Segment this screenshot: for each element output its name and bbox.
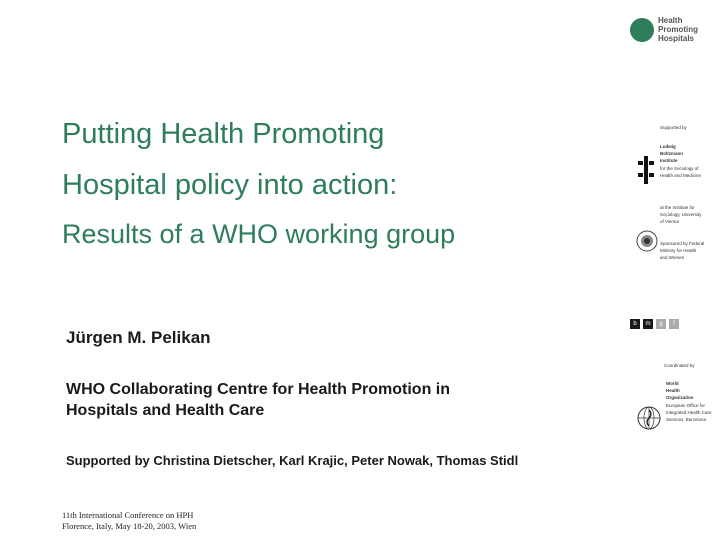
conference-line-2: Florence, Italy, May 18-20, 2003, Wien: [62, 521, 197, 532]
bmgf-f: f: [669, 319, 679, 329]
lbi-line-5: Health and Medicine: [660, 172, 702, 178]
bmgf-logo: [630, 319, 679, 329]
lbi-logo-icon: [638, 156, 656, 189]
ministry-line-1: Sponsored by Federal: [660, 241, 705, 246]
logo-line-1: Health: [658, 16, 683, 25]
hph-logo: [630, 18, 654, 47]
lbi-line-2: Boltzmann: [660, 151, 683, 157]
affiliation-line-2: Hospitals and Health Care: [66, 401, 265, 419]
ministry-text: [660, 240, 704, 262]
who-line-2: Health: [666, 388, 680, 394]
subtitle: Results of a WHO working group: [62, 219, 456, 249]
ministry-line-2: Ministry for Health: [660, 248, 697, 254]
supported-by-text: Supported by Christina Dietscher, Karl Krajic, Peter Nowak, Thomas Stidl: [66, 453, 519, 468]
lbi-line-1: Ludwig: [660, 144, 676, 149]
logo-line-3: Hospitals: [658, 33, 695, 43]
bmgf-b: b: [630, 319, 640, 329]
who-text: [666, 380, 712, 423]
who-line-5: Integrated Health Care: [666, 409, 712, 415]
univ-line-2: Sociology, University: [660, 212, 702, 218]
univ-line-1: at the Institute for: [660, 205, 695, 210]
ministry-line-3: and Women: [660, 255, 685, 261]
title-line-2: Hospital policy into action:: [62, 169, 398, 201]
bmgf-g: g: [656, 319, 666, 329]
who-line-6: Services, Barcelona: [666, 416, 707, 422]
logo-line-2: Promoting: [658, 24, 698, 34]
lbi-line-3: Institute: [660, 158, 678, 164]
univ-line-3: of Vienna: [660, 219, 679, 225]
coordinated-by-label: Coordinated by: [664, 363, 695, 368]
hph-logo-circle-icon: [630, 18, 654, 42]
affiliation-line-1: WHO Collaborating Centre for Health Promotion in: [66, 381, 450, 398]
bmgf-m: m: [643, 319, 653, 329]
who-emblem-icon: [636, 405, 662, 436]
university-text: [660, 204, 701, 226]
lbi-line-4: for the Sociology of: [660, 165, 699, 171]
who-line-1: World: [666, 381, 679, 386]
title-line-1: Putting Health Promoting: [62, 118, 385, 150]
supported-by-label: Supported by: [660, 125, 687, 130]
hph-logo-text: [658, 17, 698, 43]
who-line-4: European Office for: [666, 402, 705, 408]
austria-seal-icon: [636, 230, 658, 257]
lbi-text: [660, 143, 701, 179]
who-line-3: Organization: [666, 395, 694, 401]
author-name: Jürgen M. Pelikan: [66, 328, 211, 347]
affiliation: [66, 380, 546, 422]
conference-line-1: 11th International Conference on HPH: [62, 510, 194, 520]
conference-info: [62, 510, 196, 532]
